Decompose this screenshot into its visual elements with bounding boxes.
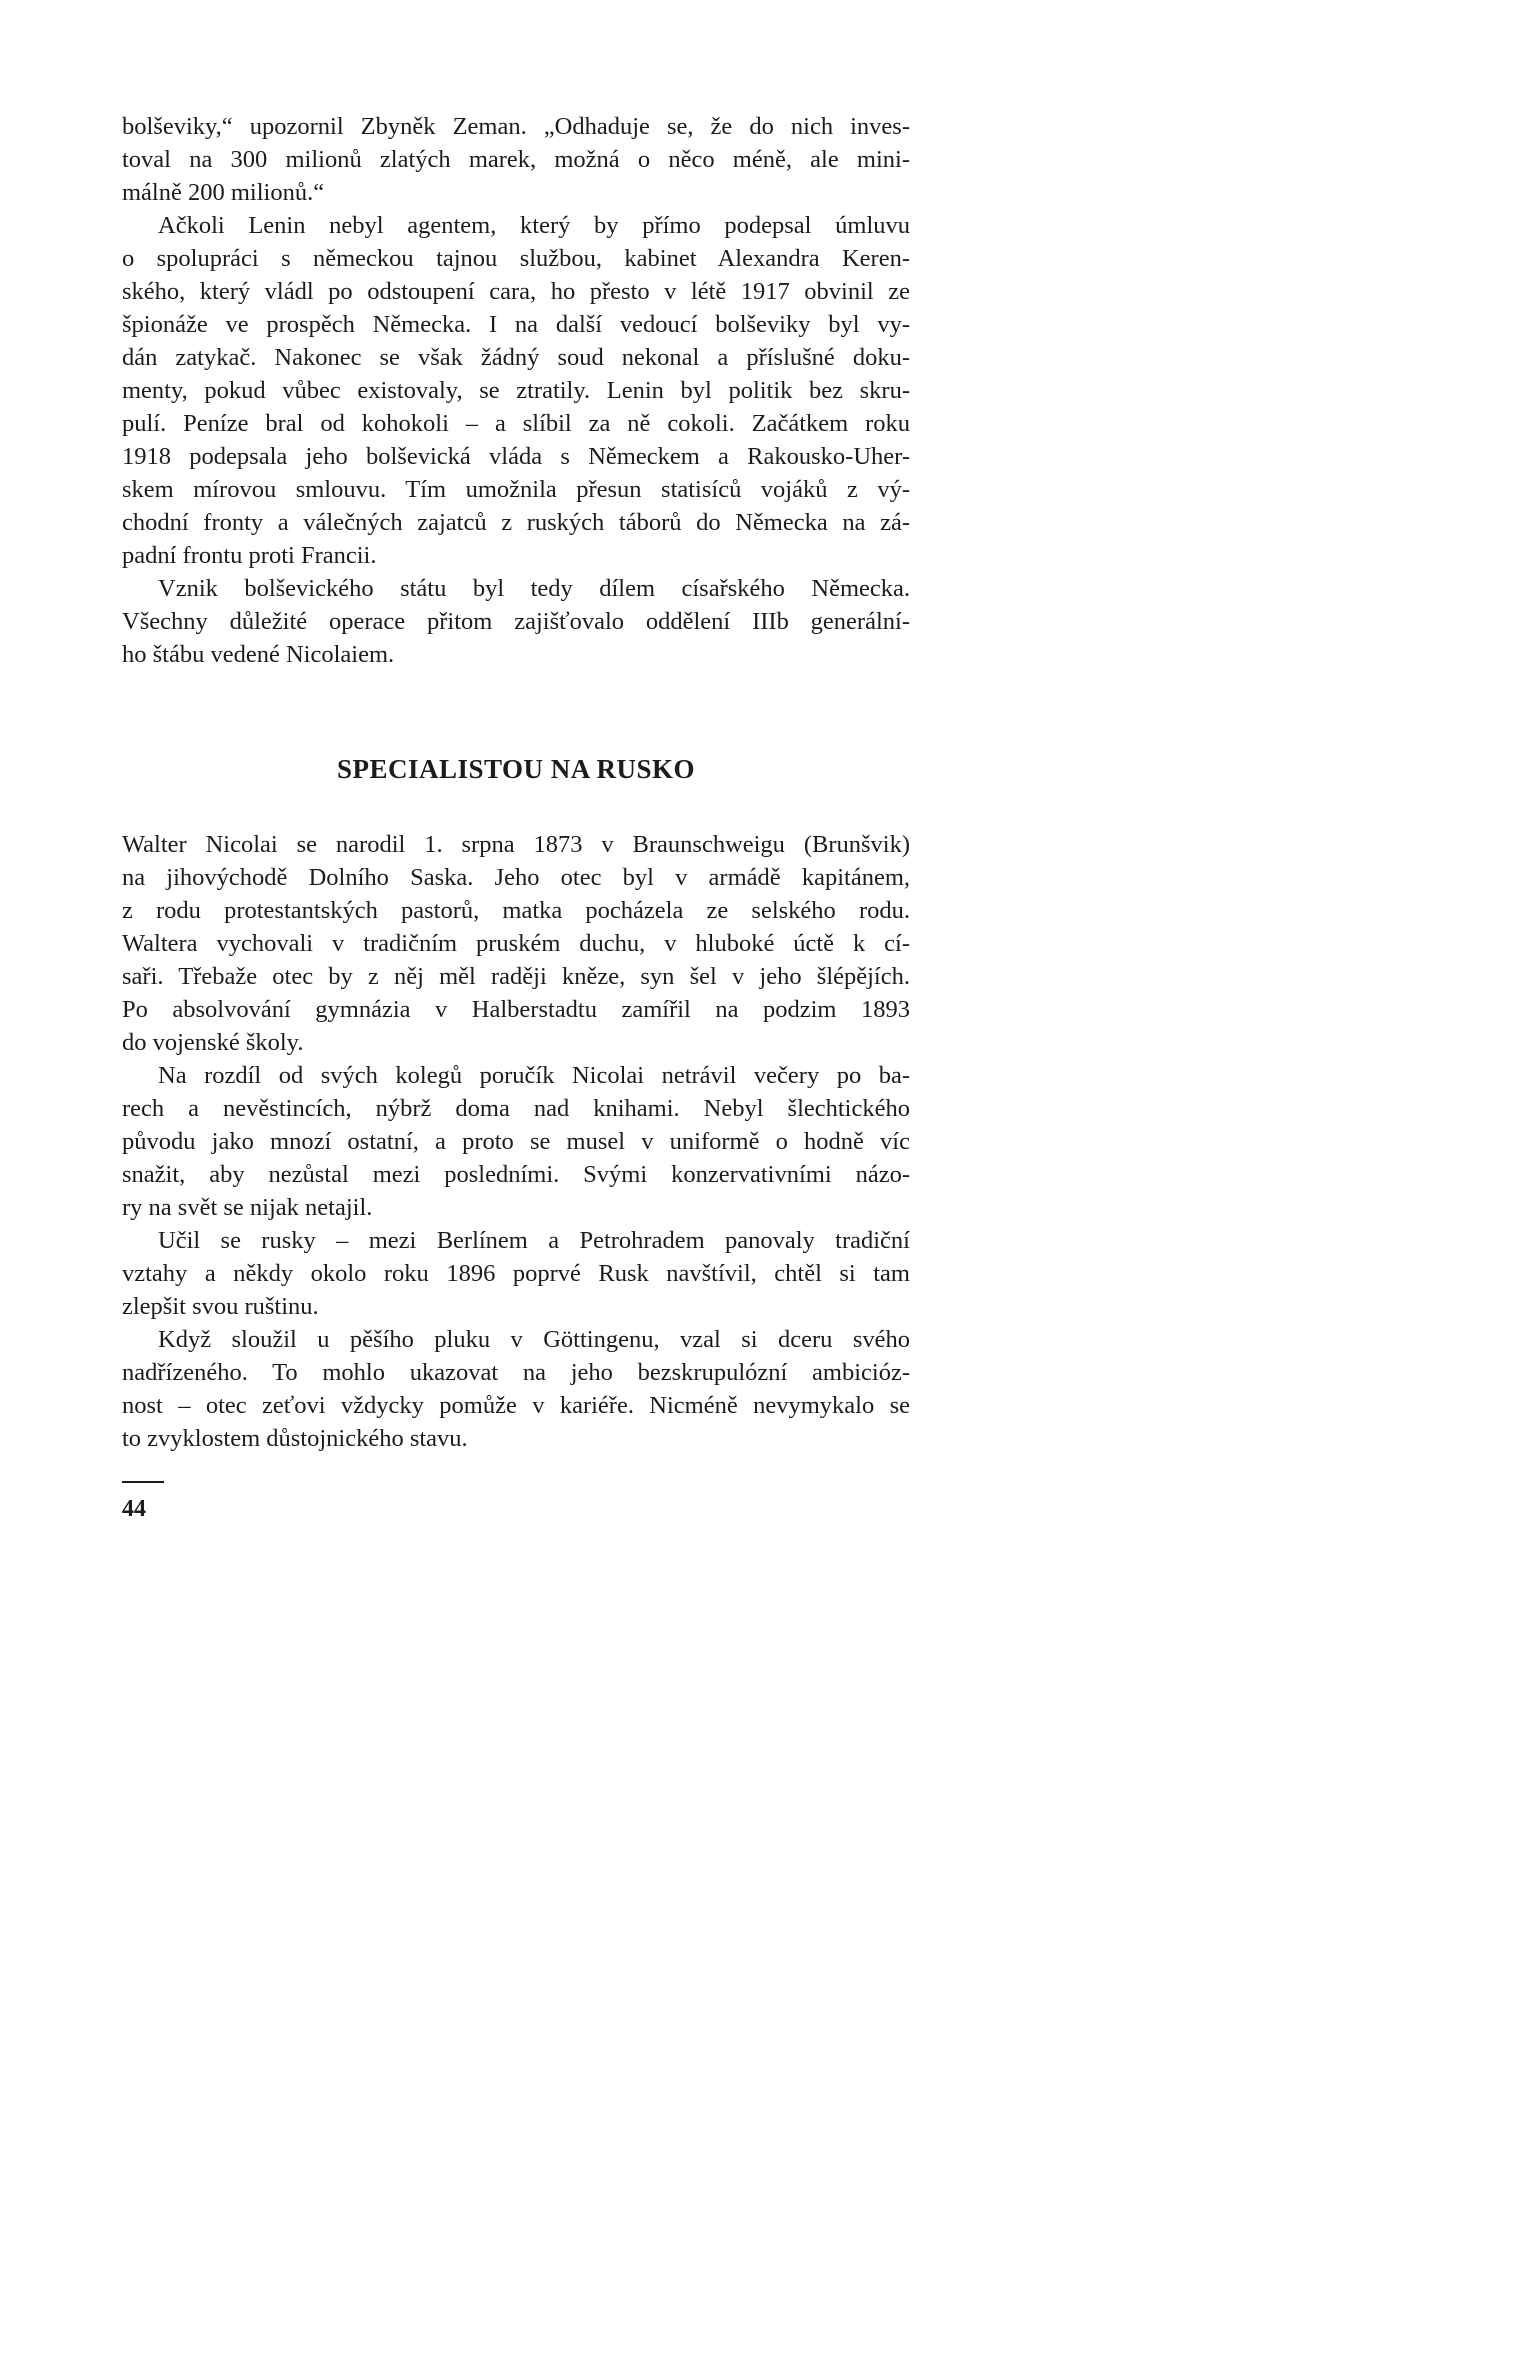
footer-rule (122, 1481, 164, 1483)
text-line: vztahy a někdy okolo roku 1896 poprvé Rusk navštívil, chtěl si tam (122, 1260, 910, 1287)
text-line: nost – otec zeťovi vždycky pomůže v kariéře. Nicméně nevymykalo se (122, 1392, 910, 1419)
text-line: Všechny důležité operace přitom zajišťovalo oddělení IIIb generální- (122, 608, 910, 635)
text-line: Po absolvování gymnázia v Halberstadtu zamířil na podzim 1893 (122, 996, 910, 1023)
text-line: Waltera vychovali v tradičním pruském duchu, v hluboké úctě k cí- (122, 930, 910, 957)
text-line: málně 200 milionů.“ (122, 179, 325, 206)
text-line: na jihovýchodě Dolního Saska. Jeho otec byl v armádě kapitánem, (122, 864, 910, 891)
text-line: Vznik bolševického státu byl tedy dílem císařského Německa. (158, 575, 910, 602)
page-text-column (122, 110, 910, 1524)
text-line: Učil se rusky – mezi Berlínem a Petrohradem panovaly tradiční (158, 1227, 910, 1254)
text-line: snažit, aby nezůstal mezi posledními. Svými konzervativními názo- (122, 1161, 910, 1188)
text-line: zlepšit svou ruštinu. (122, 1293, 319, 1320)
text-line: do vojenské školy. (122, 1029, 304, 1056)
text-line: dán zatykač. Nakonec se však žádný soud nekonal a příslušné doku- (122, 344, 910, 371)
text-line: špionáže ve prospěch Německa. I na další vedoucí bolševiky byl vy- (122, 311, 910, 338)
text-line: z rodu protestantských pastorů, matka pocházela ze selského rodu. (122, 897, 910, 924)
text-line: chodní fronty a válečných zajatců z ruských táborů do Německa na zá- (122, 509, 910, 536)
text-block-bottom (122, 828, 910, 1455)
text-line: Walter Nicolai se narodil 1. srpna 1873 v Braunschweigu (Brunšvik) (122, 831, 910, 858)
text-line: Když sloužil u pěšího pluku v Göttingenu, vzal si dceru svého (158, 1326, 910, 1353)
text-line: o spolupráci s německou tajnou službou, kabinet Alexandra Keren- (122, 245, 910, 272)
text-line: nadřízeného. To mohlo ukazovat na jeho bezskrupulózní ambicióz- (122, 1359, 910, 1386)
page-footer (122, 1481, 910, 1524)
text-line: rech a nevěstincích, nýbrž doma nad knihami. Nebyl šlechtického (122, 1095, 910, 1122)
text-line: bolševiky,“ upozornil Zbyněk Zeman. „Odhaduje se, že do nich inves- (122, 113, 910, 140)
text-line: ho štábu vedené Nicolaiem. (122, 641, 395, 668)
text-block-top (122, 110, 910, 671)
text-line: 1918 podepsala jeho bolševická vláda s Německem a Rakousko-Uher- (122, 443, 910, 470)
text-line: to zvyklostem důstojnického stavu. (122, 1425, 468, 1452)
section-heading: SPECIALISTOU NA RUSKO (336, 754, 696, 784)
text-line: ry na svět se nijak netajil. (122, 1194, 373, 1221)
text-line: původu jako mnozí ostatní, a proto se musel v uniformě o hodně víc (122, 1128, 910, 1155)
text-line: pulí. Peníze bral od kohokoli – a slíbil za ně cokoli. Začátkem roku (122, 410, 910, 437)
text-line: toval na 300 milionů zlatých marek, možná o něco méně, ale mini- (122, 146, 910, 173)
text-line: Ačkoli Lenin nebyl agentem, který by přímo podepsal úmluvu (158, 212, 910, 239)
text-line: ského, který vládl po odstoupení cara, ho přesto v létě 1917 obvinil ze (122, 278, 910, 305)
text-line: menty, pokud vůbec existovaly, se ztratily. Lenin byl politik bez skru- (122, 377, 910, 404)
text-line: saři. Třebaže otec by z něj měl raději kněze, syn šel v jeho šlépějích. (122, 963, 910, 990)
text-line: Na rozdíl od svých kolegů poručík Nicolai netrávil večery po ba- (158, 1062, 910, 1089)
page-number: 44 (122, 1496, 146, 1522)
text-line: skem mírovou smlouvu. Tím umožnila přesun statisíců vojáků z vý- (122, 476, 910, 503)
text-line: padní frontu proti Francii. (122, 542, 377, 569)
